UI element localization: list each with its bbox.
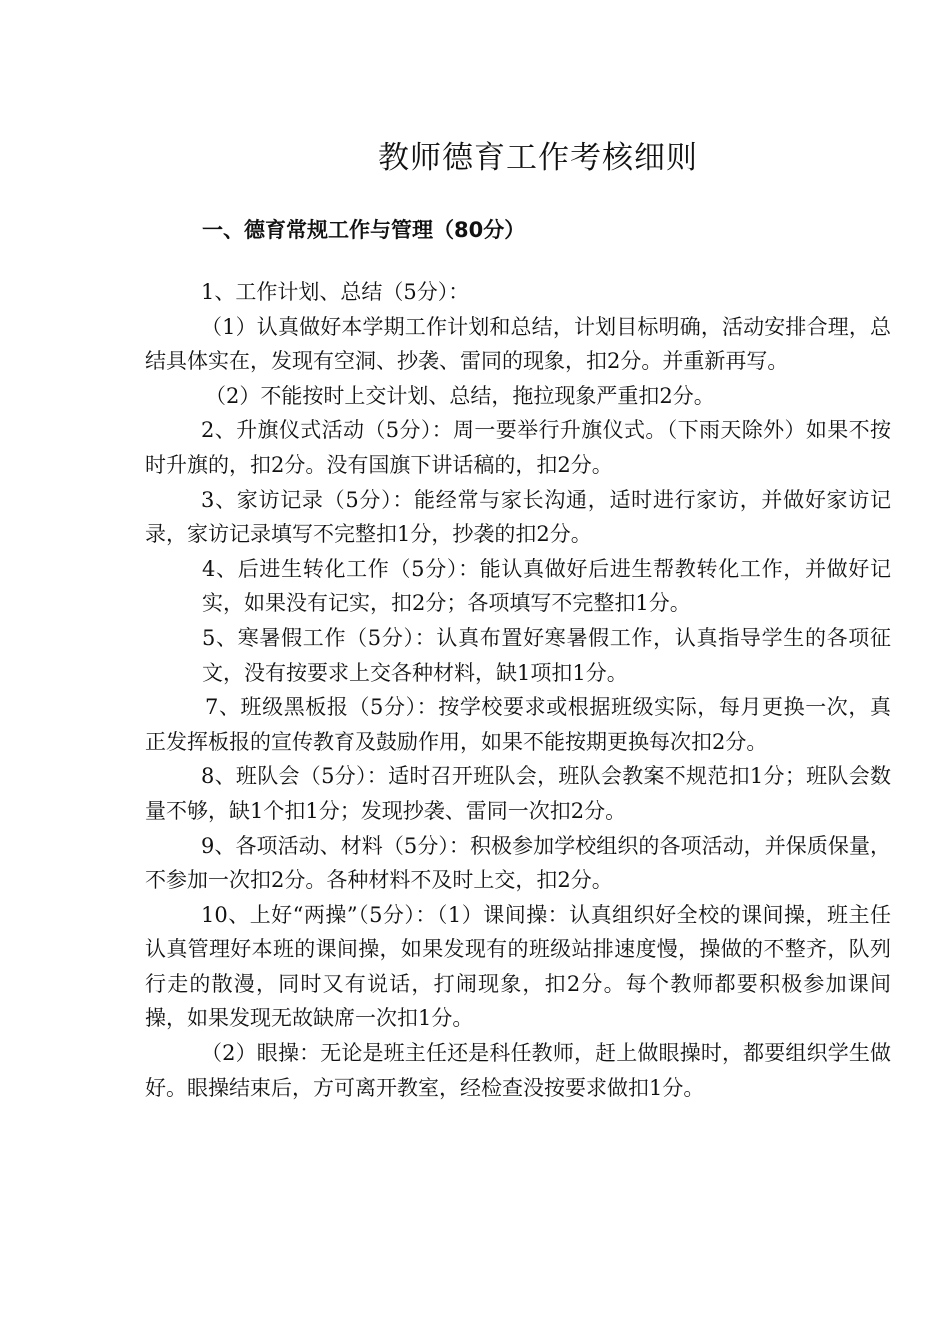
- paragraph-4: 2、升旗仪式活动（5分）：周一要举行升旗仪式。（下雨天除外）如果不按时升旗的，扣2分。没有国旗下讲话稿的，扣2分。: [145, 418, 891, 477]
- paragraph-6: 4、后进生转化工作（5分）：能认真做好后进生帮教转化工作，并做好记实，如果没有记实，扣2分；各项填写不完整扣1分。: [202, 556, 891, 616]
- paragraph-10: 9、各项活动、材料（5分）：积极参加学校组织的各项活动，并保质保量，不参加一次扣2分。各种材料不及时上交，扣2分。: [145, 833, 891, 893]
- section-heading: 一、德育常规工作与管理（80分）: [202, 218, 526, 242]
- paragraph-9: 8、班队会（5分）：适时召开班队会，班队会教案不规范扣1分；班队会数量不够，缺1个扣1分；发现抄袭、雷同一次扣2分。: [145, 764, 891, 823]
- paragraph-11: 10、上好“两操”（5分）：（1）课间操：认真组织好全校的课间操，班主任认真管理好本班的课间操，如果发现有的班级站排速度慢，操做的不整齐，队列行走的散漫，同时又有说话，打闹现象，扣2分。每个教师都要积极参加课间操，如果发现无故缺席一次扣1分。: [145, 902, 891, 1031]
- paragraph-8: 7、班级黑板报（5分）：按学校要求或根据班级实际，每月更换一次，真正发挥板报的宣传教育及鼓励作用，如果不能按期更换每次扣2分。: [145, 695, 891, 754]
- document-title: 教师德育工作考核细则: [378, 140, 698, 176]
- paragraph-1: 1、工作计划、总结（5分）：: [201, 280, 470, 304]
- paragraph-3: （2）不能按时上交计划、总结，拖拉现象严重扣2分。: [205, 383, 715, 408]
- document-body: [145, 275, 891, 1105]
- paragraph-12: （2）眼操：无论是班主任还是科任教师，赶上做眼操时，都要组织学生做好。眼操结束后，方可离开教室，经检查没按要求做扣1分。: [145, 1041, 891, 1100]
- paragraph-5: 3、家访记录（5分）：能经常与家长沟通，适时进行家访，并做好家访记录，家访记录填写不完整扣1分，抄袭的扣2分。: [145, 487, 891, 547]
- paragraph-7: 5、寒暑假工作（5分）：认真布置好寒暑假工作，认真指导学生的各项征文，没有按要求上交各种材料，缺1项扣1分。: [202, 625, 891, 685]
- paragraph-2: （1）认真做好本学期工作计划和总结，计划目标明确，活动安排合理，总结具体实在，发现有空洞、抄袭、雷同的现象，扣2分。并重新再写。: [145, 314, 891, 374]
